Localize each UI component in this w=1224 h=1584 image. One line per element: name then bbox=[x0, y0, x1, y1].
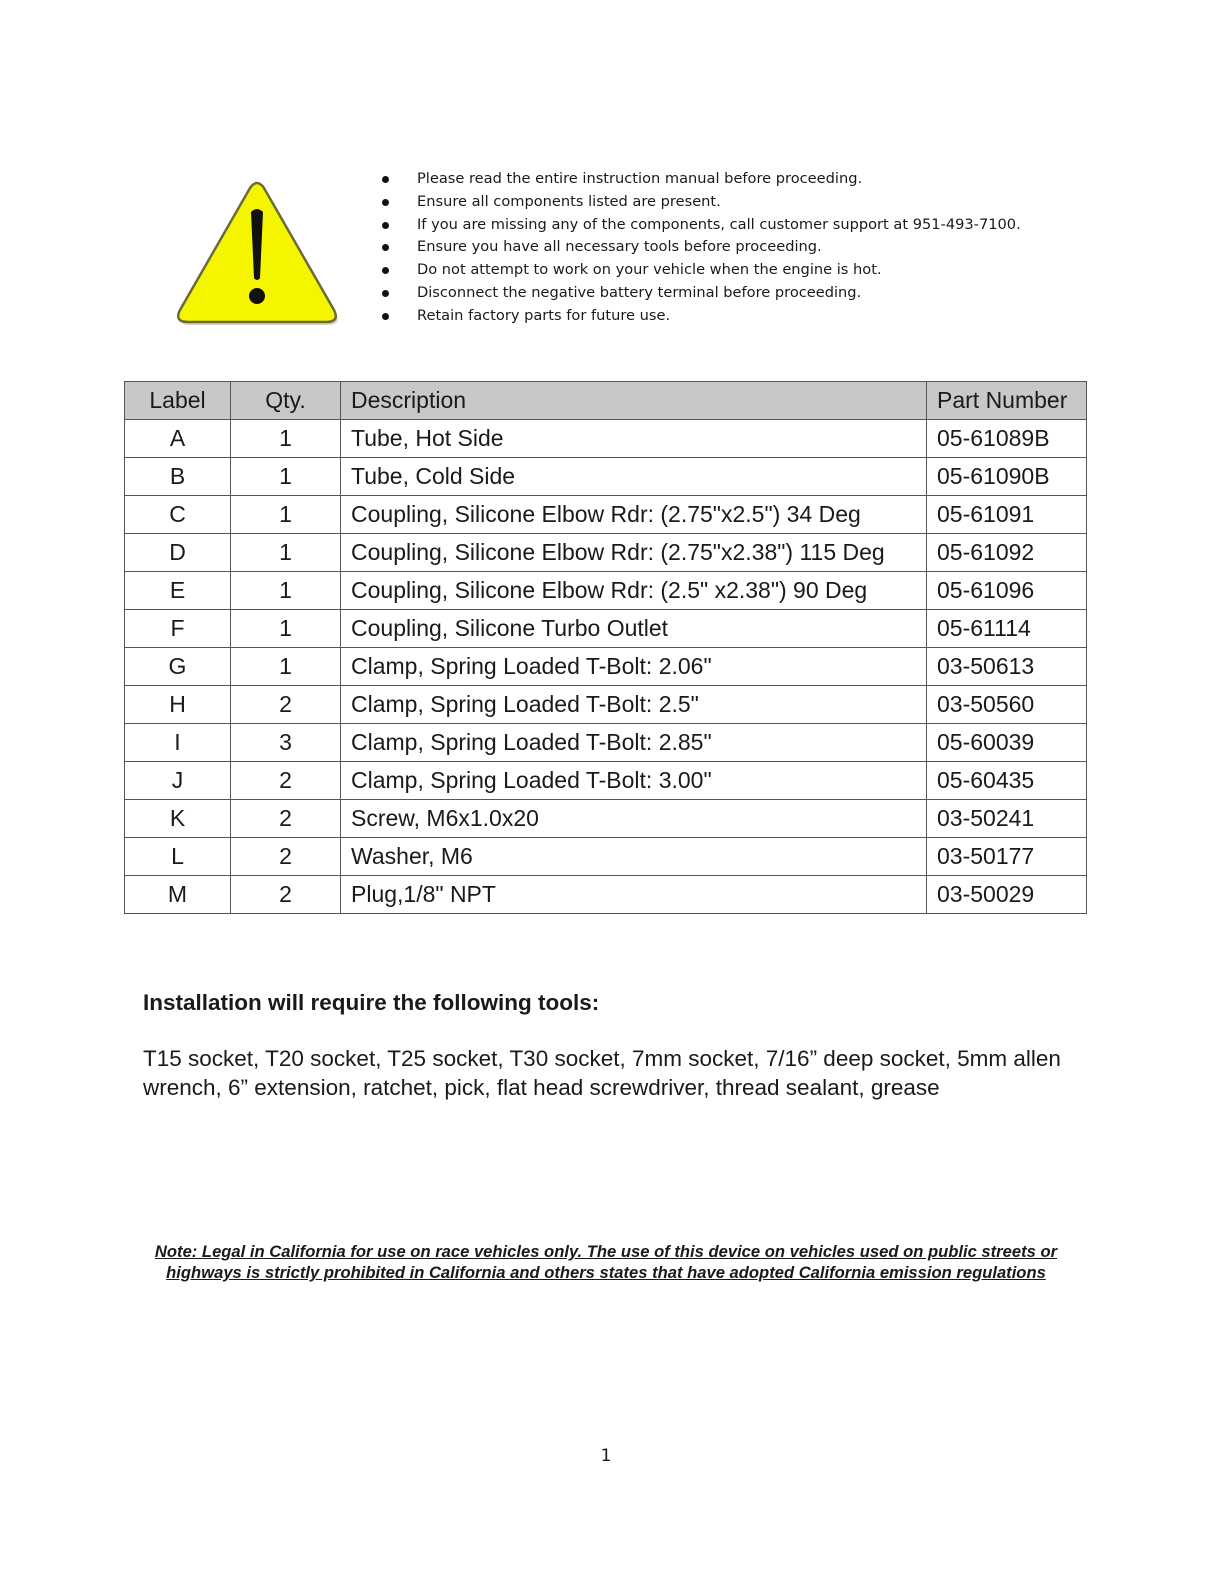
cell-label: L bbox=[125, 838, 231, 876]
cell-label: G bbox=[125, 648, 231, 686]
bullet-icon bbox=[382, 313, 389, 320]
cell-label: C bbox=[125, 496, 231, 534]
parts-table bbox=[124, 381, 1087, 914]
table-row bbox=[125, 572, 1087, 610]
table-row bbox=[125, 724, 1087, 762]
table-header-row bbox=[125, 382, 1087, 420]
table-row bbox=[125, 610, 1087, 648]
table-row bbox=[125, 534, 1087, 572]
warning-icon bbox=[174, 178, 340, 328]
table-row bbox=[125, 420, 1087, 458]
list-item bbox=[380, 259, 1021, 282]
cell-qty: 1 bbox=[231, 572, 341, 610]
column-header-part-number: Part Number bbox=[927, 382, 1087, 420]
table-row bbox=[125, 876, 1087, 914]
cell-description: Clamp, Spring Loaded T-Bolt: 2.06" bbox=[341, 648, 927, 686]
table-row bbox=[125, 648, 1087, 686]
warning-text: Retain factory parts for future use. bbox=[417, 306, 671, 324]
table-row bbox=[125, 800, 1087, 838]
cell-part-number: 03-50177 bbox=[927, 838, 1087, 876]
cell-description: Coupling, Silicone Elbow Rdr: (2.75"x2.38") 115 Deg bbox=[341, 534, 927, 572]
warning-text: Disconnect the negative battery terminal before proceeding. bbox=[417, 283, 862, 301]
cell-part-number: 05-61092 bbox=[927, 534, 1087, 572]
bullet-icon bbox=[382, 222, 389, 229]
cell-qty: 1 bbox=[231, 458, 341, 496]
cell-part-number: 03-50560 bbox=[927, 686, 1087, 724]
cell-description: Plug,1/8" NPT bbox=[341, 876, 927, 914]
warning-text: If you are missing any of the components, call customer support at 951-493-7100. bbox=[417, 215, 1021, 233]
cell-qty: 2 bbox=[231, 686, 341, 724]
column-header-label: Label bbox=[125, 382, 231, 420]
bullet-icon bbox=[382, 176, 389, 183]
cell-label: B bbox=[125, 458, 231, 496]
cell-description: Clamp, Spring Loaded T-Bolt: 3.00" bbox=[341, 762, 927, 800]
cell-qty: 1 bbox=[231, 648, 341, 686]
table-row bbox=[125, 496, 1087, 534]
table-row bbox=[125, 458, 1087, 496]
cell-qty: 2 bbox=[231, 800, 341, 838]
warning-text: Do not attempt to work on your vehicle when the engine is hot. bbox=[417, 261, 882, 279]
cell-qty: 2 bbox=[231, 876, 341, 914]
cell-description: Coupling, Silicone Turbo Outlet bbox=[341, 610, 927, 648]
cell-description: Coupling, Silicone Elbow Rdr: (2.5" x2.38") 90 Deg bbox=[341, 572, 927, 610]
cell-description: Tube, Cold Side bbox=[341, 458, 927, 496]
cell-label: E bbox=[125, 572, 231, 610]
cell-description: Washer, M6 bbox=[341, 838, 927, 876]
cell-description: Coupling, Silicone Elbow Rdr: (2.75"x2.5") 34 Deg bbox=[341, 496, 927, 534]
list-item bbox=[380, 214, 1021, 237]
cell-description: Tube, Hot Side bbox=[341, 420, 927, 458]
cell-label: H bbox=[125, 686, 231, 724]
cell-label: F bbox=[125, 610, 231, 648]
list-item bbox=[380, 168, 1021, 191]
cell-part-number: 05-61096 bbox=[927, 572, 1087, 610]
cell-label: K bbox=[125, 800, 231, 838]
cell-part-number: 05-61091 bbox=[927, 496, 1087, 534]
list-item bbox=[380, 191, 1021, 214]
cell-qty: 1 bbox=[231, 610, 341, 648]
cell-label: A bbox=[125, 420, 231, 458]
table-row bbox=[125, 686, 1087, 724]
bullet-icon bbox=[382, 267, 389, 274]
warning-text: Ensure you have all necessary tools before proceeding. bbox=[417, 238, 822, 256]
table-row bbox=[125, 762, 1087, 800]
cell-label: M bbox=[125, 876, 231, 914]
tools-heading: Installation will require the following tools: bbox=[143, 990, 600, 1015]
cell-qty: 2 bbox=[231, 762, 341, 800]
cell-part-number: 03-50613 bbox=[927, 648, 1087, 686]
warning-text: Please read the entire instruction manual before proceeding. bbox=[417, 170, 863, 187]
cell-part-number: 05-60435 bbox=[927, 762, 1087, 800]
cell-part-number: 05-60039 bbox=[927, 724, 1087, 762]
cell-description: Clamp, Spring Loaded T-Bolt: 2.85" bbox=[341, 724, 927, 762]
cell-part-number: 05-61114 bbox=[927, 610, 1087, 648]
cell-description: Clamp, Spring Loaded T-Bolt: 2.5" bbox=[341, 686, 927, 724]
cell-part-number: 05-61089B bbox=[927, 420, 1087, 458]
warning-text: Ensure all components listed are present. bbox=[417, 192, 721, 210]
list-item bbox=[380, 282, 1021, 305]
cell-part-number: 05-61090B bbox=[927, 458, 1087, 496]
cell-description: Screw, M6x1.0x20 bbox=[341, 800, 927, 838]
bullet-icon bbox=[382, 244, 389, 251]
cell-label: I bbox=[125, 724, 231, 762]
cell-label: J bbox=[125, 762, 231, 800]
warning-list bbox=[380, 168, 1021, 328]
list-item bbox=[380, 305, 1021, 328]
tools-list: T15 socket, T20 socket, T25 socket, T30 socket, 7mm socket, 7/16” deep socket, 5mm allen wrench, 6” extension, ratchet, pick, flat head screwdriver, thread sealant, grease bbox=[143, 1046, 1061, 1100]
column-header-qty: Qty. bbox=[231, 382, 341, 420]
cell-part-number: 03-50029 bbox=[927, 876, 1087, 914]
cell-qty: 1 bbox=[231, 534, 341, 572]
legal-note: Note: Legal in California for use on race vehicles only. The use of this device on vehicles used on public streets or highways is strictly prohibited in California and others states that have adopted California emission regulations bbox=[154, 1242, 1058, 1282]
cell-qty: 1 bbox=[231, 420, 341, 458]
bullet-icon bbox=[382, 290, 389, 297]
cell-qty: 3 bbox=[231, 724, 341, 762]
table-row bbox=[125, 838, 1087, 876]
cell-label: D bbox=[125, 534, 231, 572]
cell-qty: 1 bbox=[231, 496, 341, 534]
page-number: 1 bbox=[600, 1446, 612, 1466]
column-header-description: Description bbox=[341, 382, 927, 420]
cell-qty: 2 bbox=[231, 838, 341, 876]
list-item bbox=[380, 236, 1021, 259]
bullet-icon bbox=[382, 199, 389, 206]
cell-part-number: 03-50241 bbox=[927, 800, 1087, 838]
